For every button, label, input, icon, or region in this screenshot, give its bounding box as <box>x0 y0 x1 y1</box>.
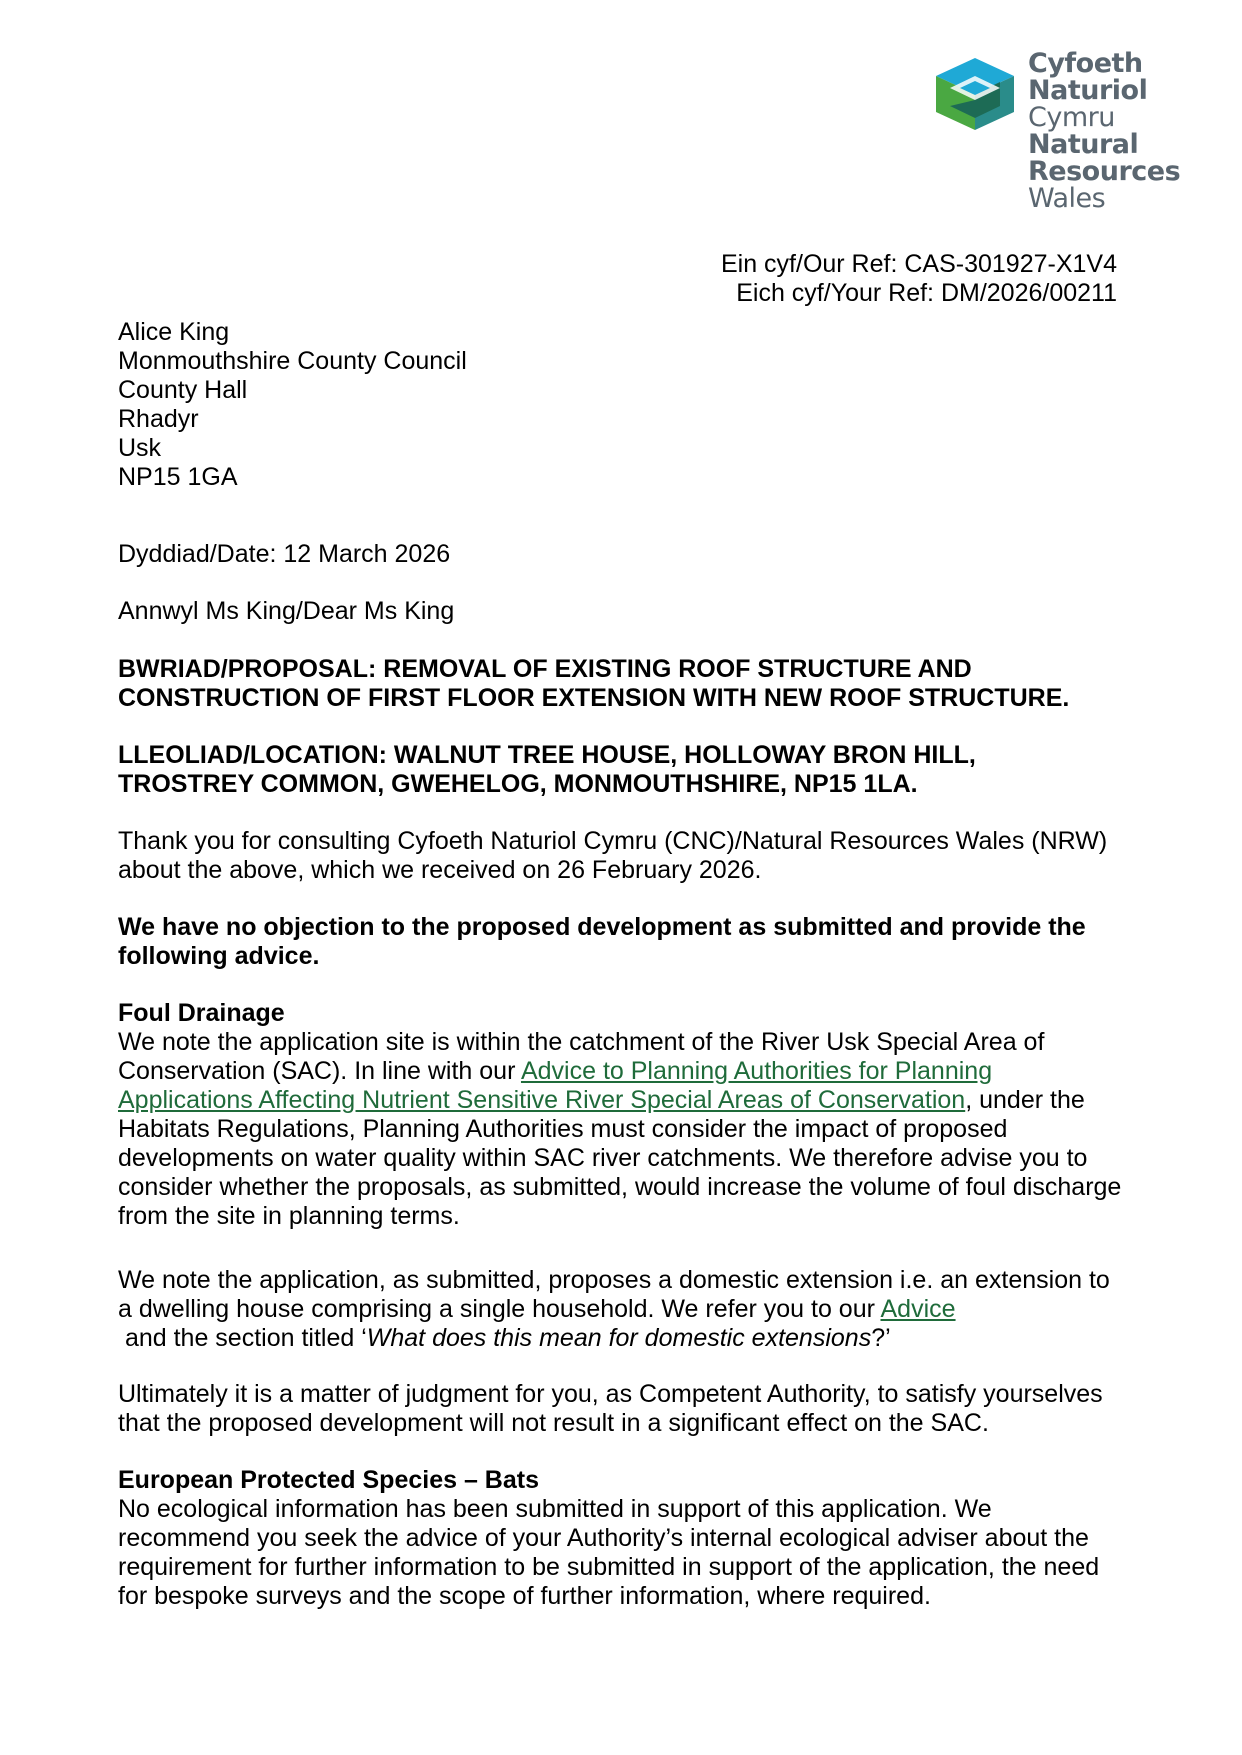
foul-drainage-heading: Foul Drainage <box>118 999 285 1027</box>
address-postcode: NP15 1GA <box>118 463 238 491</box>
domestic-line-3-end: ?’ <box>871 1324 891 1352</box>
logo-line-cymru: Cymru <box>1028 102 1115 133</box>
foul-line-2 <box>118 1057 1128 1086</box>
bats-paragraph <box>118 1495 1128 1611</box>
nrw-logo-mark-icon <box>930 54 1020 134</box>
our-ref: Ein cyf/Our Ref: CAS-301927-X1V4 <box>720 250 1117 278</box>
no-objection-line-1: We have no objection to the proposed development as submitted and provide the <box>118 913 1086 941</box>
thanks-line-2: about the above, which we received on 26 February 2026. <box>118 856 762 884</box>
location-heading <box>118 741 1128 799</box>
proposal-line-1: BWRIAD/PROPOSAL: REMOVAL OF EXISTING ROOF STRUCTURE AND <box>118 655 972 683</box>
nrw-logo-text <box>1028 50 1180 212</box>
nutrient-advice-link[interactable]: Advice to Planning Authorities for Planning <box>520 1057 993 1085</box>
letter-date: Dyddiad/Date: 12 March 2026 <box>118 540 451 568</box>
recipient-org: Monmouthshire County Council <box>118 347 467 375</box>
thanks-line-1: Thank you for consulting Cyfoeth Naturiol Cymru (CNC)/Natural Resources Wales (NRW) <box>118 827 1108 855</box>
foul-line-1: We note the application site is within the catchment of the River Usk Special Area of <box>118 1028 1045 1056</box>
logo-line-resources: Resources <box>1028 156 1181 187</box>
domestic-extension-paragraph <box>118 1266 1128 1353</box>
foul-drainage-paragraph <box>118 1028 1128 1231</box>
no-objection-statement <box>118 913 1128 971</box>
location-line-1: LLEOLIAD/LOCATION: WALNUT TREE HOUSE, HOLLOWAY BRON HILL, <box>118 741 976 769</box>
foul-line-3 <box>118 1086 1128 1115</box>
logo-line-naturiol: Naturiol <box>1028 75 1148 106</box>
nutrient-advice-link-cont[interactable]: Applications Affecting Nutrient Sensitive River Special Areas of Conservation <box>118 1086 966 1114</box>
advice-link[interactable]: Advice <box>880 1295 956 1323</box>
proposal-heading <box>118 655 1128 713</box>
domestic-line-2-text: a dwelling house comprising a single household. We refer you to our <box>118 1295 881 1323</box>
judgment-line-1: Ultimately it is a matter of judgment for you, as Competent Authority, to satisfy yourselves <box>118 1380 1103 1408</box>
no-objection-line-2: following advice. <box>118 942 320 970</box>
location-line-2: TROSTREY COMMON, GWEHELOG, MONMOUTHSHIRE, NP15 1LA. <box>118 770 918 798</box>
your-ref: Eich cyf/Your Ref: DM/2026/00211 <box>736 279 1117 307</box>
logo-line-cyfoeth: Cyfoeth <box>1028 48 1143 79</box>
thanks-paragraph <box>118 827 1128 885</box>
reference-block <box>721 250 1117 308</box>
domestic-line-2 <box>118 1295 1128 1324</box>
address-line-1: County Hall <box>118 376 248 404</box>
foul-line-5: developments on water quality within SAC river catchments. We therefore advise you to <box>118 1144 1088 1172</box>
proposal-line-2: CONSTRUCTION OF FIRST FLOOR EXTENSION WITH NEW ROOF STRUCTURE. <box>118 684 1070 712</box>
foul-line-7: from the site in planning terms. <box>118 1202 460 1230</box>
address-line-2: Rhadyr <box>118 405 199 433</box>
recipient-name: Alice King <box>118 318 230 346</box>
address-line-3: Usk <box>118 434 162 462</box>
salutation: Annwyl Ms King/Dear Ms King <box>118 597 455 625</box>
recipient-address <box>118 318 1128 492</box>
domestic-section-title: What does this mean for domestic extensions <box>366 1324 872 1352</box>
bats-line-2: recommend you seek the advice of your Authority’s internal ecological adviser about the <box>118 1524 1089 1552</box>
bats-line-4: for bespoke surveys and the scope of further information, where required. <box>118 1582 931 1610</box>
logo-line-natural: Natural <box>1028 129 1139 160</box>
nrw-logo <box>930 50 1200 225</box>
bats-line-3: requirement for further information to be submitted in support of the application, the need <box>118 1553 1100 1581</box>
foul-line-4: Habitats Regulations, Planning Authorities must consider the impact of proposed <box>118 1115 1008 1143</box>
domestic-line-1: We note the application, as submitted, proposes a domestic extension i.e. an extension to <box>118 1266 1110 1294</box>
logo-line-wales: Wales <box>1028 183 1106 214</box>
domestic-line-3 <box>118 1324 1128 1353</box>
judgment-line-2: that the proposed development will not result in a significant effect on the SAC. <box>118 1409 989 1437</box>
judgment-paragraph <box>118 1380 1128 1438</box>
foul-line-3-text: , under the <box>965 1086 1085 1114</box>
bats-line-1: No ecological information has been submitted in support of this application. We <box>118 1495 992 1523</box>
foul-line-2-text: Conservation (SAC). In line with our <box>118 1057 521 1085</box>
bats-heading: European Protected Species – Bats <box>118 1466 539 1494</box>
foul-line-6: consider whether the proposals, as submitted, would increase the volume of foul discharge <box>118 1173 1122 1201</box>
domestic-line-3-text: and the section titled ‘ <box>118 1324 367 1352</box>
